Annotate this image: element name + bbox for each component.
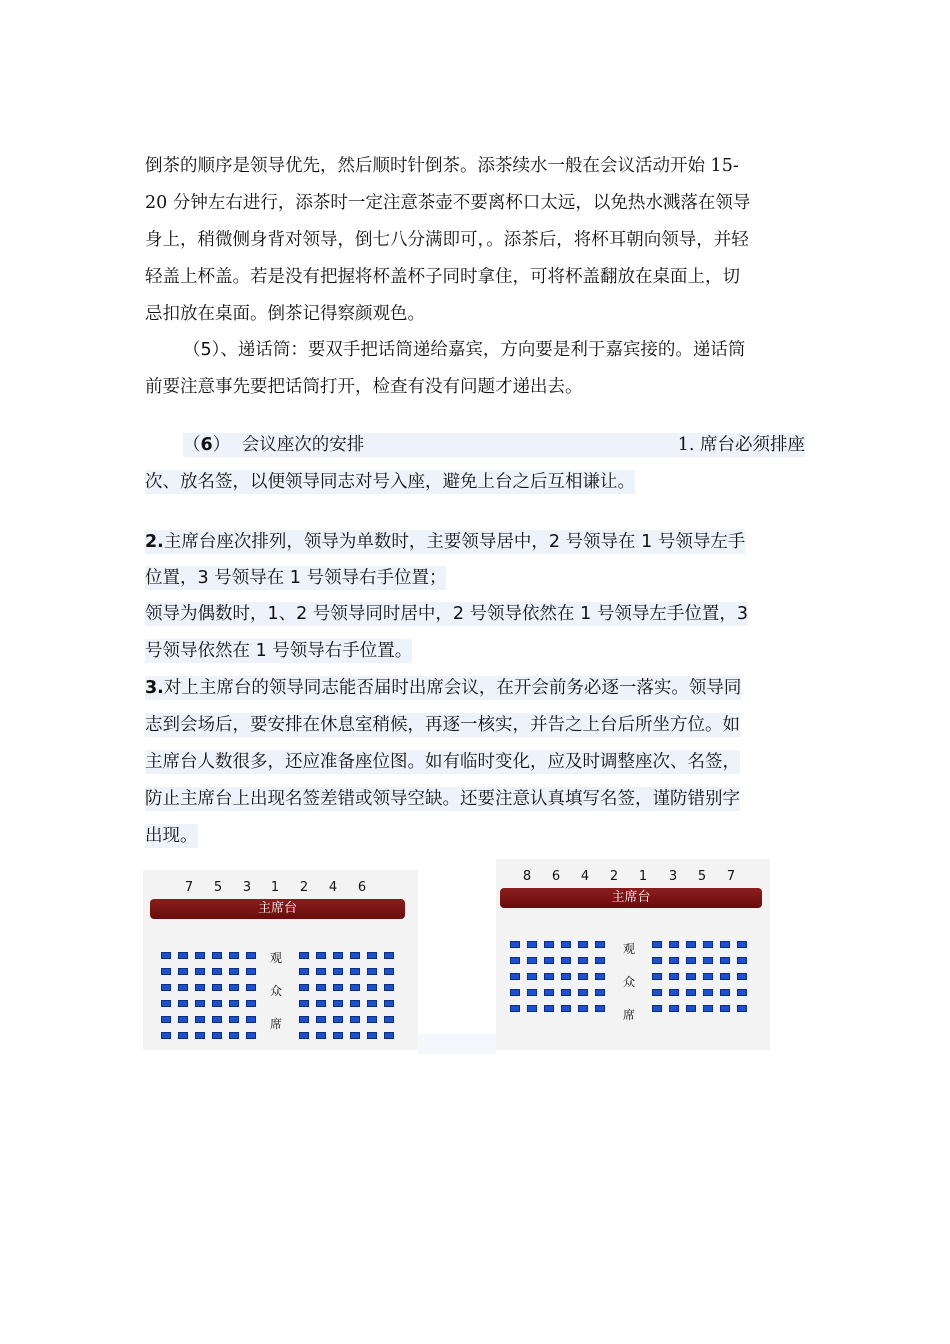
audience-seat: [595, 957, 605, 964]
text-segment: 号领导同时居中，: [307, 604, 453, 624]
label-char: 观: [269, 951, 282, 965]
item-number: 3.: [145, 678, 164, 698]
audience-seat: [737, 989, 747, 996]
seat-number: 2: [609, 869, 619, 884]
audience-seat: [561, 989, 571, 996]
audience-seat: [737, 1005, 747, 1012]
seat-number: 6: [551, 869, 561, 884]
audience-seat: [544, 957, 554, 964]
label-char: 众: [269, 984, 282, 998]
text-line: [145, 566, 446, 590]
audience-seat: [527, 1005, 537, 1012]
audience-seat: [178, 952, 188, 959]
item-number: （5）: [183, 340, 221, 360]
text-line: [145, 676, 741, 700]
number: 1: [255, 641, 267, 661]
audience-seat: [246, 984, 256, 991]
seat-number: 6: [357, 880, 367, 895]
audience-seats-right: [299, 952, 394, 1039]
audience-seat: [527, 941, 537, 948]
number: 2: [452, 604, 464, 624]
audience-seat: [178, 984, 188, 991]
audience-seat: [578, 941, 588, 948]
item-number: 2.: [145, 532, 164, 552]
audience-seat: [195, 1032, 205, 1039]
audience-label: [269, 942, 283, 1041]
audience-seat: [161, 1016, 171, 1023]
text-line: 20 分钟左右进行，添茶时一定注意茶壶不要离杯口太远，以免热水溅落在领导: [145, 193, 751, 213]
audience-seat: [299, 984, 309, 991]
text-line: 防止主席台上出现名签差错或领导空缺。还要注意认真填写名签，谨防错别字: [145, 789, 740, 809]
seat-number: 3: [242, 880, 252, 895]
audience-seat: [527, 973, 537, 980]
audience-seat: [669, 1005, 679, 1012]
audience-seat: [161, 952, 171, 959]
audience-seat: [510, 957, 520, 964]
seat-number: 5: [213, 880, 223, 895]
audience-seat: [669, 989, 679, 996]
audience-seat: [652, 941, 662, 948]
audience-seat: [669, 957, 679, 964]
audience-seat: [578, 957, 588, 964]
text-segment: 号领导在: [559, 532, 642, 552]
audience-seat: [367, 952, 377, 959]
audience-seat: [178, 1032, 188, 1039]
audience-seat: [703, 973, 713, 980]
text-segment: 号领导左手位置，: [591, 604, 737, 624]
audience-seat: [161, 984, 171, 991]
audience-seat: [333, 1016, 343, 1023]
seat-number: 7: [184, 880, 194, 895]
audience-seat: [544, 989, 554, 996]
audience-seat: [544, 1005, 554, 1012]
text-segment: 对上主席台的领导同志能否届时出席会议，在开会前务必逐一落实。领导同: [163, 678, 742, 698]
audience-seat: [350, 984, 360, 991]
label-char: 席: [269, 1017, 282, 1031]
audience-seat: [384, 968, 394, 975]
audience-seat: [527, 989, 537, 996]
audience-seat: [246, 1000, 256, 1007]
audience-seat: [299, 1032, 309, 1039]
label-char: 席: [622, 1008, 635, 1022]
seat-number: 1: [270, 880, 280, 895]
text-line: 忌扣放在桌面。倒茶记得察颜观色。: [145, 304, 425, 324]
paren: （: [183, 435, 201, 455]
number: 3: [197, 568, 209, 588]
text-line: 主席台人数很多，还应准备座位图。如有临时变化，应及时调整座次、名签，: [145, 752, 740, 772]
text-segment: 、递话筒：要双手把话筒递给嘉宾，方向要是利于嘉宾接的。递话筒: [220, 340, 746, 360]
audience-seat: [229, 968, 239, 975]
item-number: 6: [200, 435, 213, 455]
text-line: 出现。: [145, 826, 198, 846]
audience-seat: [720, 989, 730, 996]
audience-seat: [246, 968, 256, 975]
audience-seat: [544, 941, 554, 948]
audience-seat: [527, 957, 537, 964]
audience-seat: [229, 984, 239, 991]
audience-seat: [737, 957, 747, 964]
text-segment: 号领导左手: [652, 532, 746, 552]
audience-seat: [367, 984, 377, 991]
audience-seat: [195, 968, 205, 975]
audience-seat: [316, 1016, 326, 1023]
seat-number: 4: [580, 869, 590, 884]
seating-diagram-even: [496, 859, 770, 1050]
audience-seat: [544, 973, 554, 980]
text-segment: 位置，: [145, 568, 198, 588]
audience-seat: [229, 952, 239, 959]
audience-seat: [737, 941, 747, 948]
audience-seat: [299, 1000, 309, 1007]
audience-seat: [561, 941, 571, 948]
audience-seat: [350, 968, 360, 975]
text-line: 轻盖上杯盖。若是没有把握将杯盖杯子同时拿住，可将杯盖翻放在桌面上，切: [145, 267, 740, 287]
audience-seat: [669, 973, 679, 980]
text-segment: 号领导右手位置。: [266, 641, 413, 661]
audience-seat: [161, 1032, 171, 1039]
audience-seat: [652, 989, 662, 996]
audience-seat: [686, 941, 696, 948]
audience-seat: [350, 1016, 360, 1023]
text-line: 次、放名签，以便领导同志对号入座，避免上台之后互相谦让。: [145, 472, 635, 492]
heading-title: 会议座次的安排: [241, 435, 365, 455]
audience-seat: [246, 1016, 256, 1023]
audience-seat: [669, 941, 679, 948]
audience-seat: [333, 968, 343, 975]
audience-seat: [212, 984, 222, 991]
audience-seats-left: [161, 952, 256, 1039]
text-line: [145, 639, 412, 663]
text-segment: 主席台座次排列，领导为单数时，主要领导居中，: [163, 532, 549, 552]
number: 2: [548, 532, 560, 552]
text-segment: 1. 席台必须排座: [677, 435, 805, 455]
audience-seat: [316, 968, 326, 975]
number: 1: [289, 568, 301, 588]
divider-bar: [418, 1034, 496, 1054]
audience-seat: [299, 1016, 309, 1023]
audience-seat: [703, 1005, 713, 1012]
audience-seat: [195, 1000, 205, 1007]
audience-seat: [229, 1016, 239, 1023]
audience-seat: [561, 973, 571, 980]
section-heading: [183, 433, 805, 457]
audience-seat: [178, 968, 188, 975]
number: 3: [736, 604, 748, 624]
number: 2: [296, 604, 308, 624]
audience-seat: [384, 1000, 394, 1007]
number: 1: [641, 532, 653, 552]
number: 1: [580, 604, 592, 624]
audience-seat: [578, 989, 588, 996]
audience-seat: [510, 973, 520, 980]
audience-seat: [350, 952, 360, 959]
seat-number: 5: [697, 869, 707, 884]
seat-number-row: [496, 869, 770, 885]
seating-diagram-odd: [143, 870, 418, 1050]
audience-seat: [652, 1005, 662, 1012]
audience-seat: [178, 1016, 188, 1023]
audience-seat: [367, 1016, 377, 1023]
audience-seat: [384, 1032, 394, 1039]
audience-seat: [595, 1005, 605, 1012]
audience-seat: [333, 1000, 343, 1007]
text-line: [145, 530, 745, 554]
audience-seat: [510, 941, 520, 948]
audience-seat: [686, 957, 696, 964]
rostrum-bar: 主席台: [150, 899, 405, 919]
audience-seat: [299, 968, 309, 975]
audience-seat: [703, 941, 713, 948]
seat-number: 1: [638, 869, 648, 884]
audience-seat: [595, 989, 605, 996]
text-line: 志到会场后，要安排在休息室稍候，再逐一核实，并告之上台后所坐方位。如: [145, 715, 740, 735]
audience-seat: [350, 1000, 360, 1007]
audience-seat: [578, 973, 588, 980]
audience-seat: [212, 1000, 222, 1007]
audience-label: [622, 933, 636, 1032]
audience-seat: [384, 952, 394, 959]
audience-seat: [246, 952, 256, 959]
seat-number: 8: [522, 869, 532, 884]
audience-seat: [686, 989, 696, 996]
audience-seat: [316, 952, 326, 959]
label-char: 观: [622, 942, 635, 956]
text-line: [183, 338, 745, 362]
audience-seat: [595, 973, 605, 980]
audience-seat: [703, 989, 713, 996]
audience-seat: [652, 973, 662, 980]
audience-seat: [333, 952, 343, 959]
paren: ）: [212, 435, 231, 455]
audience-seat: [229, 1032, 239, 1039]
audience-seat: [316, 1032, 326, 1039]
audience-seat: [299, 952, 309, 959]
text-segment: 号领导依然在: [145, 641, 256, 661]
audience-seat: [384, 1016, 394, 1023]
seat-number: 3: [668, 869, 678, 884]
audience-seat: [720, 973, 730, 980]
audience-seat: [367, 1032, 377, 1039]
audience-seat: [246, 1032, 256, 1039]
text-line: 身上，稍微侧身背对领导，倒七八分满即可，。添茶后，将杯耳朝向领导，并轻: [145, 230, 749, 250]
audience-seat: [161, 968, 171, 975]
text-segment: 号领导依然在: [463, 604, 581, 624]
audience-seat: [195, 1016, 205, 1023]
audience-seat: [212, 1016, 222, 1023]
number: 1: [267, 604, 279, 624]
seat-number: 2: [299, 880, 309, 895]
audience-seat: [384, 984, 394, 991]
audience-seat: [737, 973, 747, 980]
audience-seat: [212, 968, 222, 975]
text-segment: 、: [278, 604, 297, 624]
audience-seat: [212, 1032, 222, 1039]
audience-seat: [578, 1005, 588, 1012]
audience-seat: [652, 957, 662, 964]
seat-number: 7: [726, 869, 736, 884]
audience-seat: [510, 1005, 520, 1012]
audience-seat: [178, 1000, 188, 1007]
audience-seat: [229, 1000, 239, 1007]
text-line: 倒茶的顺序是领导优先，然后顺时针倒茶。添茶续水一般在会议活动开始 15-: [145, 156, 739, 176]
audience-seat: [595, 941, 605, 948]
audience-seat: [333, 1032, 343, 1039]
rostrum-bar: 主席台: [500, 888, 762, 908]
text-line: [145, 602, 748, 626]
audience-seats-right: [652, 941, 747, 1012]
audience-seat: [316, 984, 326, 991]
seat-number-row: [143, 880, 418, 896]
audience-seat: [686, 1005, 696, 1012]
audience-seat: [367, 968, 377, 975]
audience-seat: [367, 1000, 377, 1007]
audience-seat: [720, 957, 730, 964]
audience-seat: [686, 973, 696, 980]
audience-seat: [720, 1005, 730, 1012]
audience-seat: [720, 941, 730, 948]
text-segment: 号领导右手位置；: [300, 568, 447, 588]
text-segment: 号领导在: [208, 568, 290, 588]
audience-seat: [195, 952, 205, 959]
audience-seat: [195, 984, 205, 991]
audience-seat: [510, 989, 520, 996]
audience-seat: [350, 1032, 360, 1039]
audience-seat: [703, 957, 713, 964]
text-line: 前要注意事先要把话筒打开，检查有没有问题才递出去。: [145, 377, 583, 397]
audience-seat: [212, 952, 222, 959]
audience-seat: [561, 1005, 571, 1012]
audience-seat: [333, 984, 343, 991]
seat-number: 4: [328, 880, 338, 895]
audience-seat: [316, 1000, 326, 1007]
audience-seat: [161, 1000, 171, 1007]
audience-seats-left: [510, 941, 605, 1012]
label-char: 众: [622, 975, 635, 989]
audience-seat: [561, 957, 571, 964]
text-segment: 领导为偶数时，: [145, 604, 268, 624]
